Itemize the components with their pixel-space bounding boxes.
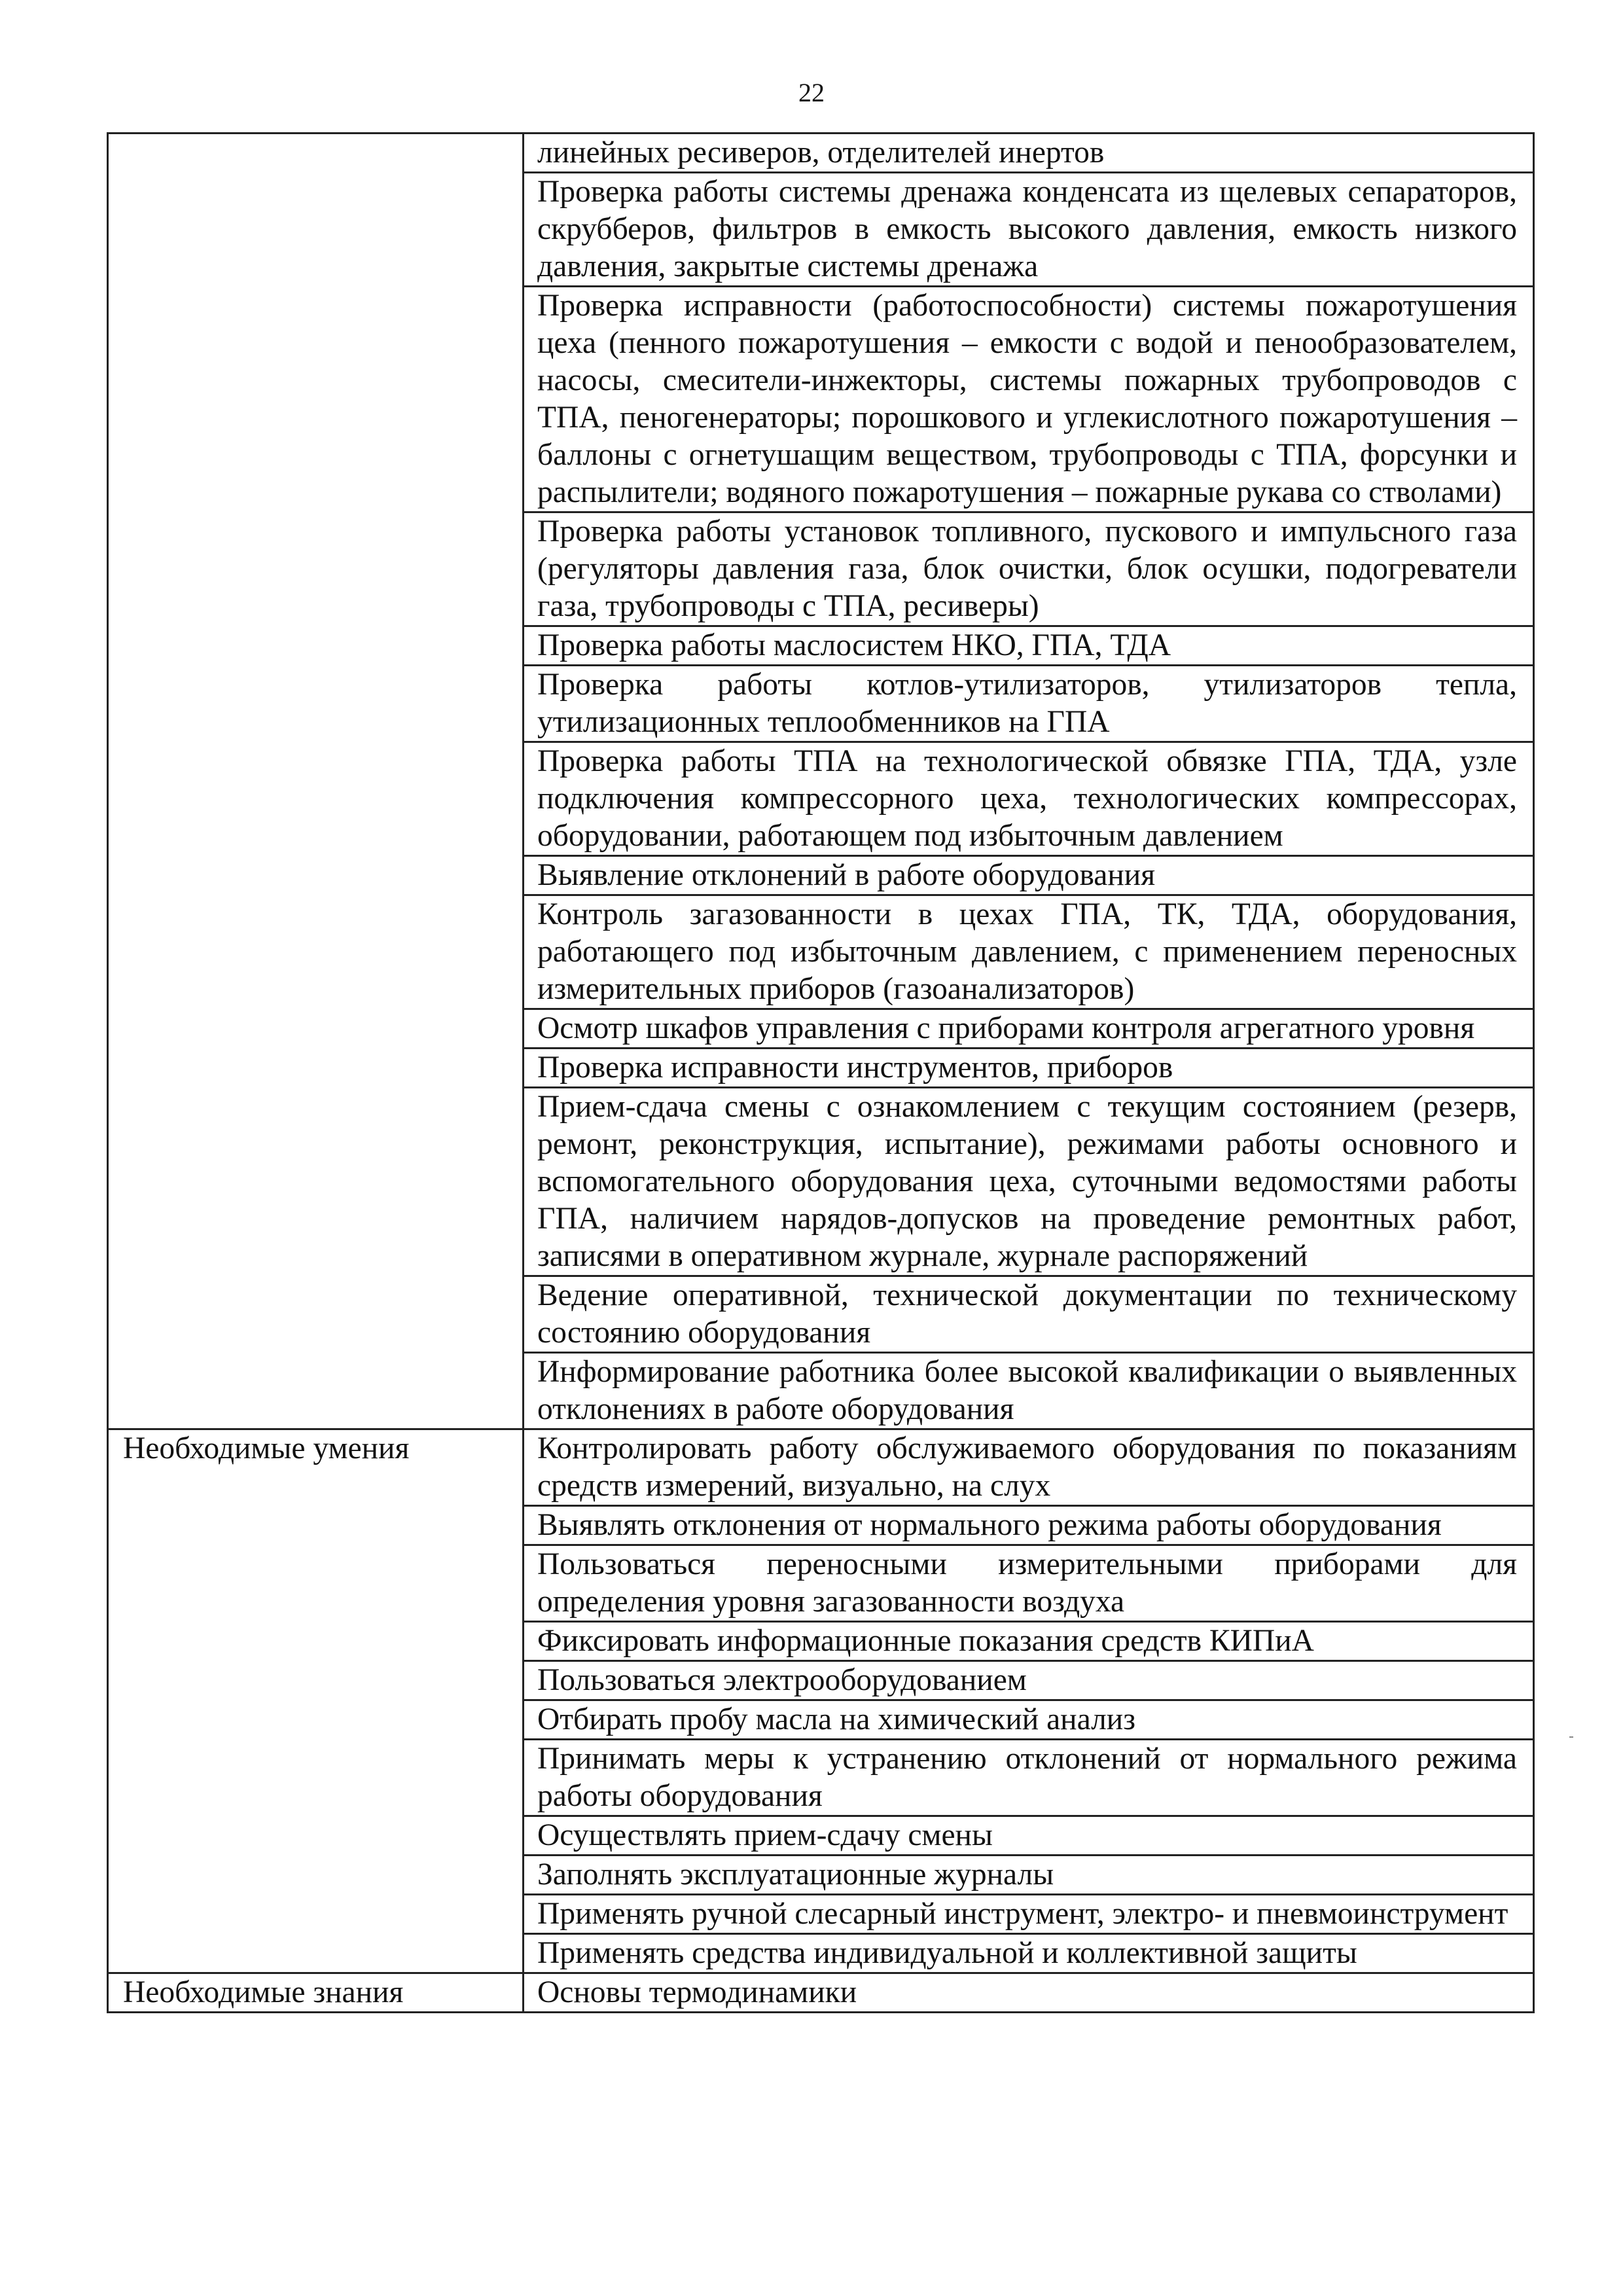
table-row — [108, 1973, 1534, 2013]
table-cell: Отбирать пробу масла на химический анализ — [524, 1700, 1534, 1740]
table-cell: Проверка работы ТПА на технологической обвязке ГПА, ТДА, узле подключения компрессорного цеха, технологических компрессорах, оборудовании, работающем под избыточным давлением — [524, 742, 1534, 856]
table-cell: Применять ручной слесарный инструмент, электро- и пневмоинструмент — [524, 1895, 1534, 1934]
table-cell: Ведение оперативной, технической документации по техническому состоянию оборудования — [524, 1276, 1534, 1353]
margin-mark — [1569, 1736, 1573, 1738]
table-cell: Осуществлять прием-сдачу смены — [524, 1816, 1534, 1856]
table-cell: Прием-сдача смены с ознакомлением с текущим состоянием (резерв, ремонт, реконструкция, испытание), режимами работы основного и вспомогательного оборудования цеха, суточными ведомостями работы ГПА, наличием нарядов-допусков на проведение ремонтных работ, записями в оперативном журнале, журнале распоряжений — [524, 1088, 1534, 1276]
table-cell: Пользоваться переносными измерительными приборами для определения уровня загазованности воздуха — [524, 1545, 1534, 1622]
table-cell: Информирование работника более высокой квалификации о выявленных отклонениях в работе оборудования — [524, 1353, 1534, 1429]
section-label-knowledge: Необходимые знания — [108, 1973, 524, 2013]
table-cell: Проверка работы системы дренажа конденсата из щелевых сепараторов, скрубберов, фильтров в емкость высокого давления, емкость низкого давления, закрытые системы дренажа — [524, 173, 1534, 287]
table-cell: линейных ресиверов, отделителей инертов — [524, 134, 1534, 173]
table-cell: Принимать меры к устранению отклонений от нормального режима работы оборудования — [524, 1740, 1534, 1816]
section-label-skills: Необходимые умения — [108, 1429, 524, 1973]
table-cell: Заполнять эксплуатационные журналы — [524, 1856, 1534, 1895]
table-cell: Контроль загазованности в цехах ГПА, ТК, ТДА, оборудования, работающего под избыточным давлением, с применением переносных измерительных приборов (газоанализаторов) — [524, 895, 1534, 1009]
table-row — [108, 134, 1534, 173]
table-cell: Проверка исправности инструментов, приборов — [524, 1049, 1534, 1088]
table-cell: Выявлять отклонения от нормального режима работы оборудования — [524, 1506, 1534, 1545]
table-cell: Проверка работы установок топливного, пускового и импульсного газа (регуляторы давления газа, блок очистки, блок осушки, подогреватели газа, трубопроводы с ТПА, ресиверы) — [524, 512, 1534, 626]
page-number: 22 — [798, 78, 825, 107]
table-cell: Осмотр шкафов управления с приборами контроля агрегатного уровня — [524, 1009, 1534, 1049]
table-cell: Проверка работы котлов-утилизаторов, утилизаторов тепла, утилизационных теплообменников на ГПА — [524, 666, 1534, 742]
table-body — [108, 134, 1534, 2013]
table-row — [108, 1429, 1534, 1506]
table-cell: Контролировать работу обслуживаемого оборудования по показаниям средств измерений, визуально, на слух — [524, 1429, 1534, 1506]
table-cell: Выявление отклонений в работе оборудования — [524, 856, 1534, 895]
table-cell: Пользоваться электрооборудованием — [524, 1661, 1534, 1700]
section-label-labor-actions — [108, 134, 524, 1429]
table-cell: Фиксировать информационные показания средств КИПиА — [524, 1622, 1534, 1661]
table-cell: Применять средства индивидуальной и коллективной защиты — [524, 1934, 1534, 1973]
table-cell: Проверка исправности (работоспособности) системы пожаротушения цеха (пенного пожаротушения – емкости с водой и пенообразователем, насосы, смесители-инжекторы, системы пожарных трубопроводов с ТПА, пеногенераторы; порошкового и углекислотного пожаротушения – баллоны с огнетушащим веществом, трубопроводы с ТПА, форсунки и распылители; водяного пожаротушения – пожарные рукава со стволами) — [524, 287, 1534, 512]
table-cell: Основы термодинамики — [524, 1973, 1534, 2013]
competency-table — [107, 132, 1535, 2013]
table-cell: Проверка работы маслосистем НКО, ГПА, ТДА — [524, 626, 1534, 666]
